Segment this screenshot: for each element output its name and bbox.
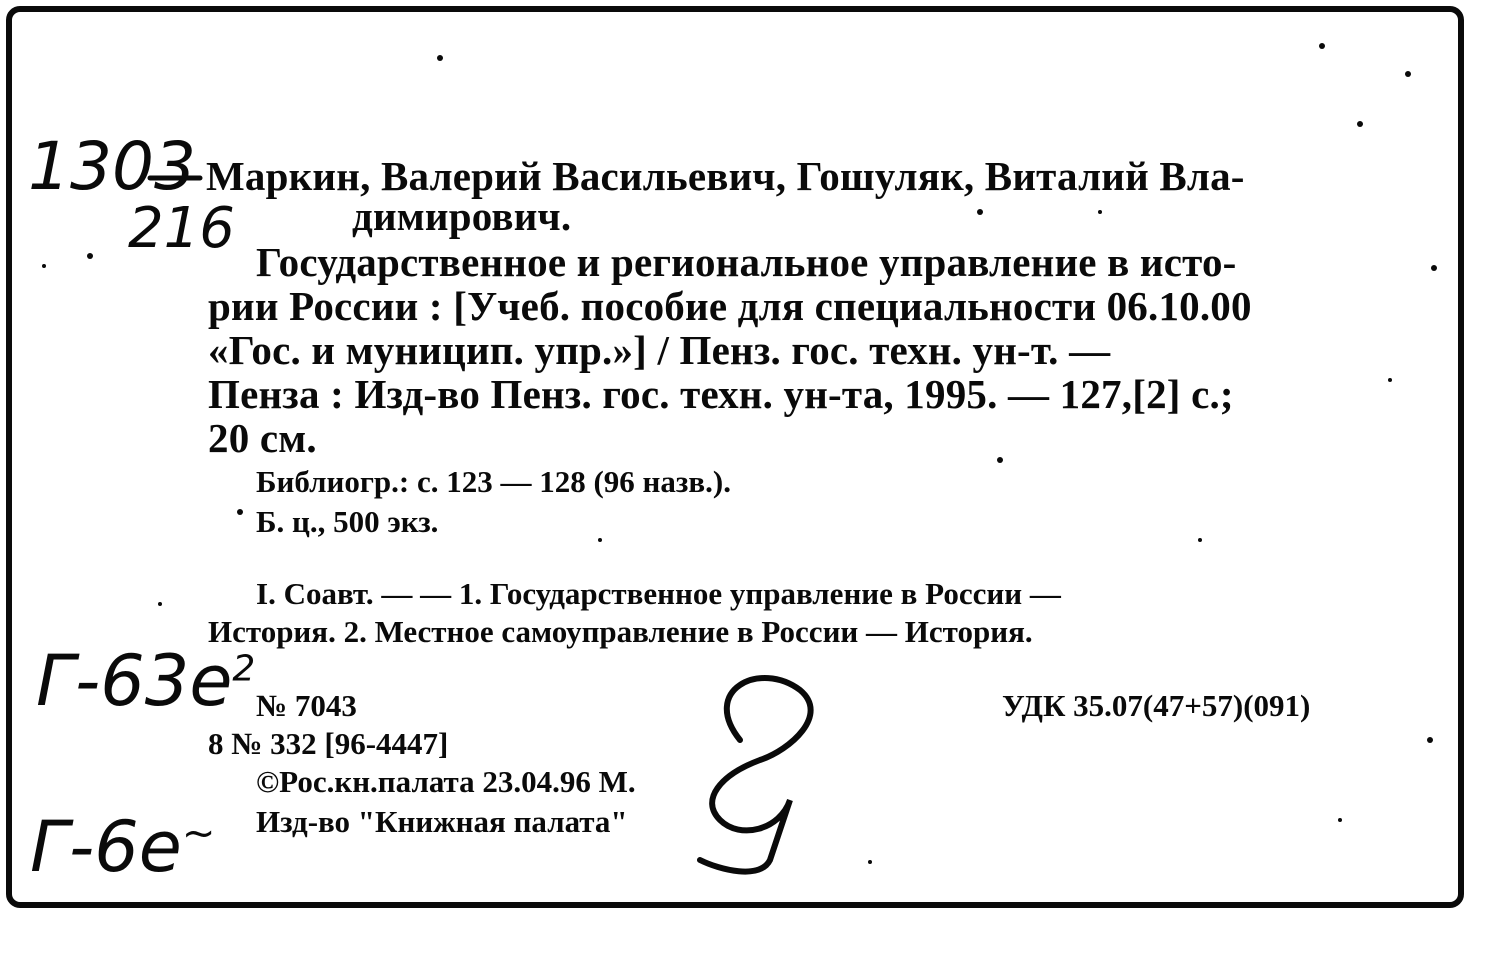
handwritten-mark-1-sup: 2 bbox=[232, 648, 256, 690]
description-line-1: Государственное и региональное управление в исто- bbox=[256, 239, 1237, 285]
author-heading-line2: димирович. bbox=[352, 193, 572, 239]
bibliography-note: Библиогр.: с. 123 — 128 (96 назв.). bbox=[256, 464, 731, 499]
description-line-3: «Гос. и муницип. упр.»] / Пенз. гос. техн. ун-т. — bbox=[208, 327, 1111, 373]
author-heading-line1: Маркин, Валерий Васильевич, Гошуляк, Виталий Вла- bbox=[206, 153, 1245, 199]
order-line: 8 № 332 [96-4447] bbox=[208, 726, 449, 761]
copyright-line: ©Рос.кн.палата 23.04.96 М. bbox=[256, 764, 636, 799]
description-line-5: 20 см. bbox=[208, 415, 317, 461]
udc-classification: УДК 35.07(47+57)(091) bbox=[1002, 688, 1311, 723]
handwritten-shelfmark-top: 1303 bbox=[28, 128, 196, 205]
handwritten-mark-2-text: Г-6е bbox=[30, 806, 182, 888]
handwritten-mark-2-sup: ~ bbox=[181, 810, 216, 857]
publisher-line: Изд-во "Книжная палата" bbox=[256, 804, 628, 839]
description-line-4: Пенза : Изд-во Пенз. гос. техн. ун-та, 1995. — 127,[2] с.; bbox=[208, 371, 1234, 417]
description-line-2: рии России : [Учеб. пособие для специальности 06.10.00 bbox=[208, 283, 1252, 329]
handwritten-mark-1-text: Г-63е bbox=[36, 640, 233, 722]
card-number: № 7043 bbox=[256, 688, 357, 723]
tracings-line-2: История. 2. Местное самоуправление в России — История. bbox=[208, 614, 1033, 649]
handwritten-shelfmark-sub: 216 bbox=[128, 196, 235, 261]
price-run-note: Б. ц., 500 экз. bbox=[256, 504, 439, 539]
tracings-line-1: I. Соавт. — — 1. Государственное управление в России — bbox=[256, 576, 1061, 611]
